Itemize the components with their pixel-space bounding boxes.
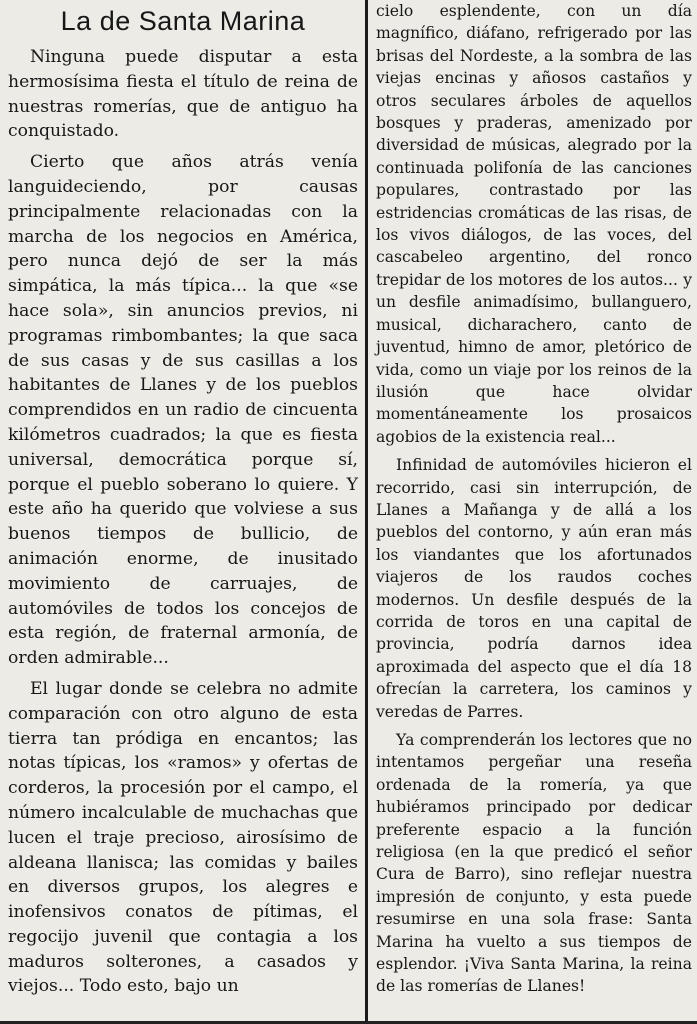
paragraph-2: Cierto que años atrás venía languideciendo, por causas principalmente relacionadas con la marcha de los negocios en América, pero nunca dejó de ser la más simpática, la más típica... la que «se hace sola», sin anuncios previos, ni programas rimbombantes; la que saca de sus casas y de sus casillas a los habitantes de Llanes y de los pueblos comprendidos en un radio de cincuenta kilómetros cuadrados; la que es fiesta universal, democrática porque sí, porque el pueblo soberano lo quiere. Y este año ha querido que volviese a sus buenos tiempos de bullicio, de animación enorme, de inusitado movimiento de carruajes, de automóviles de todos los concejos de esta región, de fraternal armonía, de orden admirable... — [8, 152, 358, 669]
paragraph-3-continued: cielo esplendente, con un día magnífico, diáfano, refrigerado por las brisas del Nordeste, a la sombra de las viejas encinas y añosos castaños y otros seculares árboles de aquellos bosques y praderas, amenizado por diversidad de músicas, alegrado por la continuada polifonía de las canciones populares, contrastado por las estridencias cromáticas de las risas, de los vivos diálogos, de las voces, del cascabeleo argentino, del ronco trepidar de los motores de los autos... y un desfile animadísimo, bullanguero, musical, dicharachero, canto de juventud, himno de amor, pletórico de vida, como un viaje por los reinos de la ilusión que hace olvidar momentáneamente los prosaicos agobios de la existencia real... — [376, 2, 692, 446]
article-title: La de Santa Marina — [60, 6, 306, 36]
paragraph-1: Ninguna puede disputar a esta hermosísima fiesta el título de reina de nuestras romerías, que de antiguo ha conquistado. — [8, 47, 358, 142]
left-column — [6, 0, 362, 1024]
paragraph-4: Infinidad de automóviles hicieron el recorrido, casi sin interrupción, de Llanes a Mañanga y de allá a los pueblos del contorno, y aún eran más los viandantes que los afortunados viajeros de los raudos coches modernos. Un desfile después de la corrida de toros en una capital de provincia, podría darnos idea aproximada del aspecto que el día 18 ofrecían la carretera, los caminos y veredas de Parres. — [376, 456, 692, 721]
right-column — [372, 0, 694, 1024]
paragraph-3: El lugar donde se celebra no admite comparación con otro alguno de esta tierra tan pródiga en encantos; las notas típicas, los «ramos» y ofertas de corderos, la procesión por el campo, el número incalculable de muchachas que lucen el traje precioso, airosísimo de aldeana llanisca; las comidas y bailes en diversos grupos, los alegres e inofensivos conatos de pítimas, el regocijo juvenil que contagia a los maduros solterones, a casados y viejos... Todo esto, bajo un — [8, 678, 358, 997]
paragraph-5: Ya comprenderán los lectores que no intentamos pergeñar una reseña ordenada de la romería, ya que hubiéramos principado por dedicar preferente espacio a la función religiosa (en la que predicó el señor Cura de Barro), sino reflejar nuestra impresión de conjunto, y esta puede resumirse en una sola frase: Santa Marina ha vuelto a sus tiempos de esplendor. ¡Viva Santa Marina, la reina de las romerías de Llanes! — [376, 731, 692, 996]
column-divider — [365, 0, 368, 1024]
